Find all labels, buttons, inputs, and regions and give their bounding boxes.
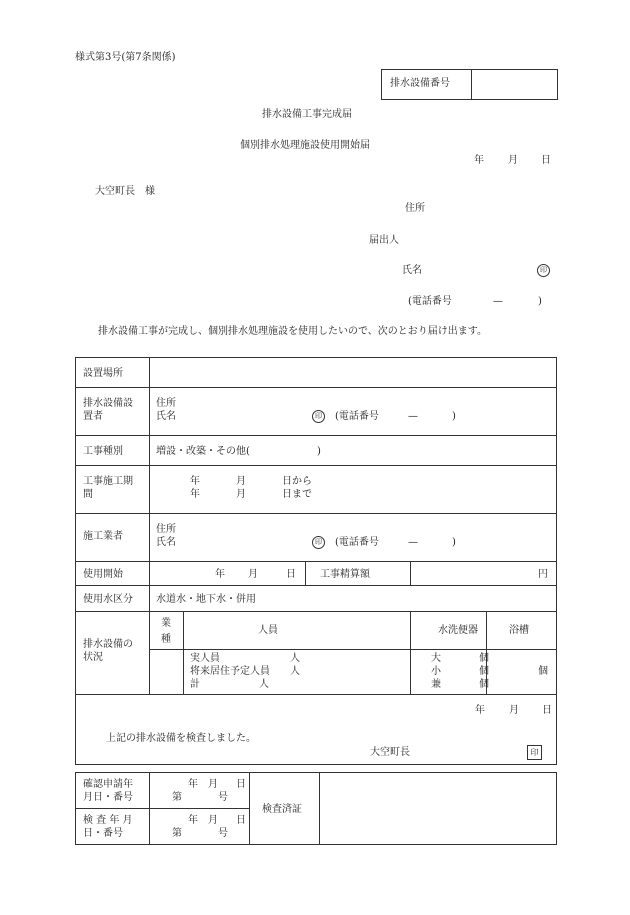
owner-seal-icon: 印 <box>312 410 325 423</box>
persons-header: 人員 <box>184 612 411 650</box>
toilet-header: 水洗便器 <box>411 612 487 650</box>
applicant-address-label: 住所 <box>405 203 425 214</box>
owner-label-cell: 排水設備設 置者 <box>76 388 150 436</box>
inspect-label-cell: 検 査 年 月 日・番号 <box>76 809 150 845</box>
confirm-label-cell: 確認申請年 月日・番号 <box>76 773 150 809</box>
business-type-value[interactable] <box>150 650 184 695</box>
bath-value-cell[interactable]: 個 <box>487 650 557 695</box>
applicant-phone-close: ) <box>538 296 542 307</box>
addressee: 大空町長 様 <box>95 186 155 197</box>
date-month: 月 <box>508 155 518 166</box>
applicant-phone-label: (電話番号 <box>408 296 452 307</box>
certificate-value-cell[interactable] <box>320 773 557 845</box>
date-year: 年 <box>474 155 484 166</box>
persons-value-cell[interactable]: 実人員 人 将来居住予定人員 人 計 人 <box>184 650 411 695</box>
confirm-value-cell[interactable]: 年 月 日 第 号 <box>150 773 250 809</box>
water-class-value-cell[interactable]: 水道水・地下水・併用 <box>150 586 557 612</box>
cost-value-cell[interactable]: 円 <box>411 562 557 586</box>
drain-number-label: 排水設備番号 <box>390 78 450 89</box>
form-title-1: 排水設備工事完成届 <box>262 109 352 120</box>
owner-value-cell[interactable]: 住所 氏名 印 (電話番号 — ) <box>150 388 557 436</box>
install-location-value[interactable] <box>150 358 557 388</box>
bath-header: 浴槽 <box>487 612 557 650</box>
work-type-value-cell[interactable]: 増設・改築・その他( ) <box>150 436 557 466</box>
form-title-2: 個別排水処理施設使用開始届 <box>240 140 370 151</box>
form-number: 様式第3号(第7条関係) <box>75 52 176 63</box>
applicant-role-label: 届出人 <box>369 235 399 246</box>
status-label-cell: 排水設備の 状況 <box>76 612 150 695</box>
applicant-seal-icon: 印 <box>537 264 550 277</box>
business-type-header: 業 種 <box>150 612 184 650</box>
mayor-seal-icon: 印 <box>527 745 542 760</box>
drain-number-box <box>381 69 558 100</box>
applicant-phone-dash: — <box>493 296 503 307</box>
inspect-value-cell[interactable]: 年 月 日 第 号 <box>150 809 250 845</box>
cost-label-cell: 工事精算額 <box>306 562 411 586</box>
use-start-label-cell: 使用開始 <box>76 562 150 586</box>
water-class-label-cell: 使用水区分 <box>76 586 150 612</box>
use-start-value-cell[interactable]: 年 月 日 <box>150 562 306 586</box>
contractor-seal-icon: 印 <box>312 536 325 549</box>
inspection-cell: 年 月 日 上記の排水設備を検査しました。 大空町長 印 <box>76 695 557 765</box>
work-type-label-cell: 工事種別 <box>76 436 150 466</box>
contractor-label-cell: 施工業者 <box>76 514 150 562</box>
period-value-cell[interactable]: 年 月 日から 年 月 日まで <box>150 466 557 514</box>
statement: 排水設備工事が完成し、個別排水処理施設を使用したいので、次のとおり届け出ます。 <box>98 326 487 337</box>
applicant-name-label: 氏名 <box>402 265 422 276</box>
bottom-table <box>75 772 557 845</box>
toilet-value-cell[interactable]: 大 個 小 個 兼 個 <box>411 650 487 695</box>
period-label-cell: 工事施工期 間 <box>76 466 150 514</box>
contractor-value-cell[interactable]: 住所 氏名 印 (電話番号 — ) <box>150 514 557 562</box>
date-day: 日 <box>541 155 551 166</box>
certificate-label-cell: 検査済証 <box>250 773 320 845</box>
main-table <box>75 357 557 765</box>
install-location-label-cell: 設置場所 <box>76 358 150 388</box>
